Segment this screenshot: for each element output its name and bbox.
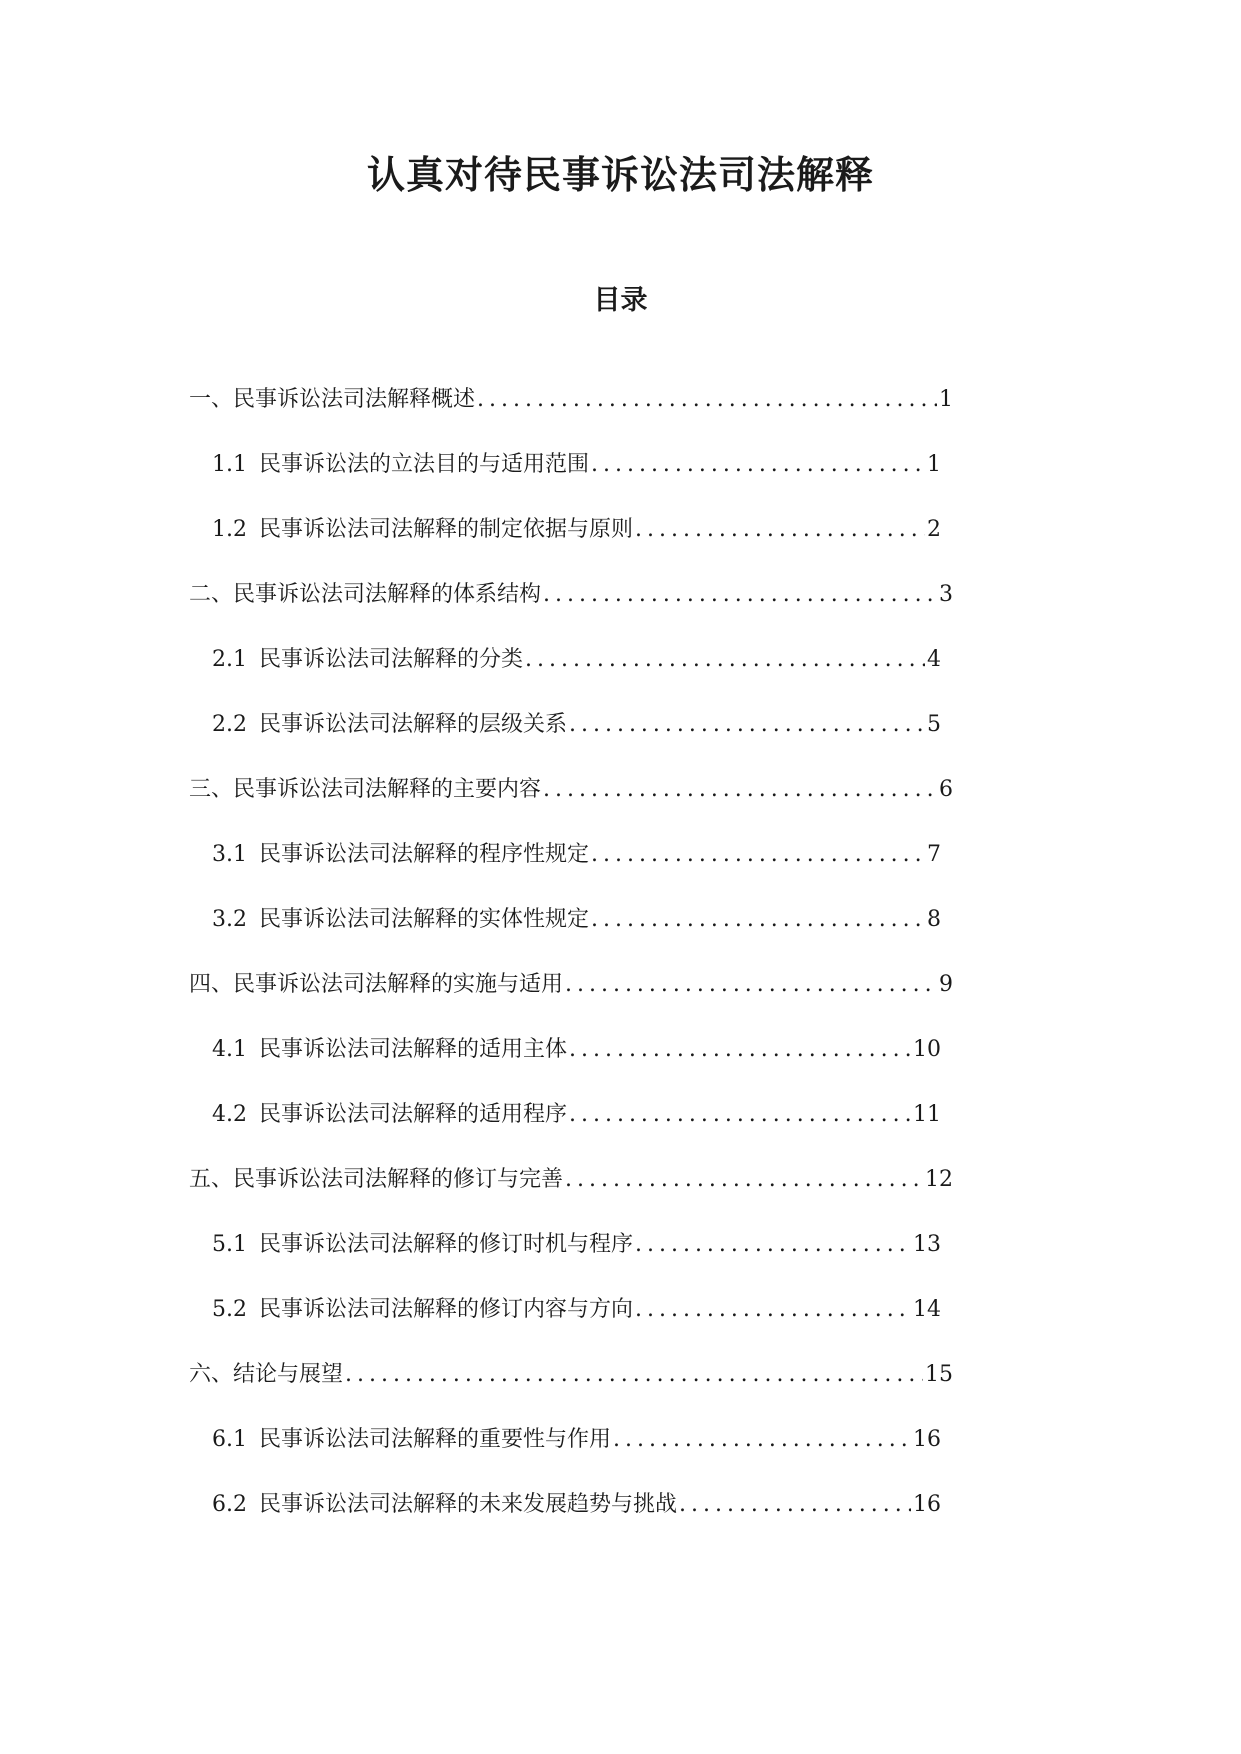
toc-page-number: 3 <box>939 582 953 607</box>
toc-leader-dots <box>569 709 925 741</box>
toc-entry-title: 民事诉讼法司法解释的分类 <box>259 647 524 672</box>
toc-page-number: 7 <box>927 842 941 867</box>
toc-leader-dots <box>565 1164 923 1196</box>
toc-page-number: 2 <box>927 517 941 542</box>
toc-entry[interactable] <box>0 1424 1241 1489</box>
toc-entry-title: 民事诉讼法司法解释的实体性规定 <box>259 907 590 932</box>
toc-entry[interactable] <box>0 1099 1241 1164</box>
toc-leader-dots <box>569 1099 911 1131</box>
toc-entry[interactable] <box>0 1294 1241 1359</box>
toc-section-number: 5.1 <box>212 1232 247 1257</box>
toc-leader-dots <box>345 1359 923 1391</box>
toc-section-number: 2.2 <box>212 712 247 737</box>
toc-page-number: 16 <box>913 1427 941 1452</box>
toc-section-number: 4.2 <box>212 1102 247 1127</box>
toc-page-number: 4 <box>927 647 941 672</box>
toc-section-number: 3.2 <box>212 907 247 932</box>
toc-section-number: 1.2 <box>212 517 247 542</box>
toc-entry-title: 二、民事诉讼法司法解释的体系结构 <box>189 582 542 607</box>
toc-page-number: 12 <box>925 1167 953 1192</box>
toc-section-number: 3.1 <box>212 842 247 867</box>
toc-entry[interactable] <box>0 514 1241 579</box>
toc-section-number: 5.2 <box>212 1297 247 1322</box>
toc-entry-title: 民事诉讼法司法解释的重要性与作用 <box>259 1427 612 1452</box>
toc-entry[interactable] <box>0 1229 1241 1294</box>
toc-leader-dots <box>679 1489 911 1521</box>
toc-entry-title: 四、民事诉讼法司法解释的实施与适用 <box>189 972 564 997</box>
toc-page-number: 9 <box>939 972 953 997</box>
toc-entry-title: 民事诉讼法司法解释的适用主体 <box>259 1037 568 1062</box>
toc-leader-dots <box>635 1294 911 1326</box>
toc-entry-title: 民事诉讼法司法解释的程序性规定 <box>259 842 590 867</box>
toc-entry-title: 五、民事诉讼法司法解释的修订与完善 <box>189 1167 564 1192</box>
toc-page-number: 11 <box>913 1102 941 1127</box>
toc-entry[interactable] <box>0 904 1241 969</box>
toc-entry-title: 六、结论与展望 <box>189 1362 344 1387</box>
toc-leader-dots <box>613 1424 911 1456</box>
toc-leader-dots <box>591 449 925 481</box>
toc-page-number: 13 <box>913 1232 941 1257</box>
toc-entry-title: 民事诉讼法司法解释的修订时机与程序 <box>259 1232 634 1257</box>
toc-heading: 目录 <box>593 285 648 316</box>
toc-leader-dots <box>591 904 925 936</box>
toc-section-number: 4.1 <box>212 1037 247 1062</box>
toc-entry[interactable] <box>0 1034 1241 1099</box>
toc-page-number: 8 <box>927 907 941 932</box>
toc-leader-dots <box>525 644 925 676</box>
toc-entry[interactable] <box>0 449 1241 514</box>
toc-entry[interactable] <box>0 579 1241 644</box>
toc-entry[interactable] <box>0 709 1241 774</box>
toc-leader-dots <box>635 514 925 546</box>
toc-page-number: 16 <box>913 1492 941 1517</box>
toc-page-number: 14 <box>913 1297 941 1322</box>
toc-leader-dots <box>565 969 937 1001</box>
toc-entry[interactable] <box>0 1489 1241 1554</box>
toc-page-number: 10 <box>913 1037 941 1062</box>
toc-section-number: 6.1 <box>212 1427 247 1452</box>
toc-section-number: 1.1 <box>212 452 247 477</box>
toc-entry[interactable] <box>0 969 1241 1034</box>
toc-entry[interactable] <box>0 1359 1241 1424</box>
document-title: 认真对待民事诉讼法司法解释 <box>366 152 874 197</box>
toc-page-number: 5 <box>927 712 941 737</box>
toc-entry[interactable] <box>0 1164 1241 1229</box>
toc-entry-title: 民事诉讼法司法解释的层级关系 <box>259 712 568 737</box>
toc-section-number: 2.1 <box>212 647 247 672</box>
toc-section-number: 6.2 <box>212 1492 247 1517</box>
toc-leader-dots <box>635 1229 911 1261</box>
toc-entry[interactable] <box>0 384 1241 449</box>
toc-leader-dots <box>591 839 925 871</box>
toc-leader-dots <box>477 384 937 416</box>
toc-entry-title: 民事诉讼法的立法目的与适用范围 <box>259 452 590 477</box>
toc-page-number: 15 <box>925 1362 953 1387</box>
toc-entry-title: 民事诉讼法司法解释的未来发展趋势与挑战 <box>259 1492 678 1517</box>
toc-entry[interactable] <box>0 774 1241 839</box>
toc-entry-title: 民事诉讼法司法解释的适用程序 <box>259 1102 568 1127</box>
toc-leader-dots <box>543 579 937 611</box>
toc-page-number: 6 <box>939 777 953 802</box>
toc-entry[interactable] <box>0 839 1241 904</box>
toc-entry-title: 民事诉讼法司法解释的制定依据与原则 <box>259 517 634 542</box>
toc-entry[interactable] <box>0 644 1241 709</box>
toc-leader-dots <box>543 774 937 806</box>
toc-entry-title: 民事诉讼法司法解释的修订内容与方向 <box>259 1297 634 1322</box>
toc-entry-title: 一、民事诉讼法司法解释概述 <box>189 387 476 412</box>
toc-leader-dots <box>569 1034 911 1066</box>
table-of-contents <box>0 384 1241 1554</box>
toc-entry-title: 三、民事诉讼法司法解释的主要内容 <box>189 777 542 802</box>
toc-page-number: 1 <box>939 387 953 412</box>
toc-page-number: 1 <box>927 452 941 477</box>
